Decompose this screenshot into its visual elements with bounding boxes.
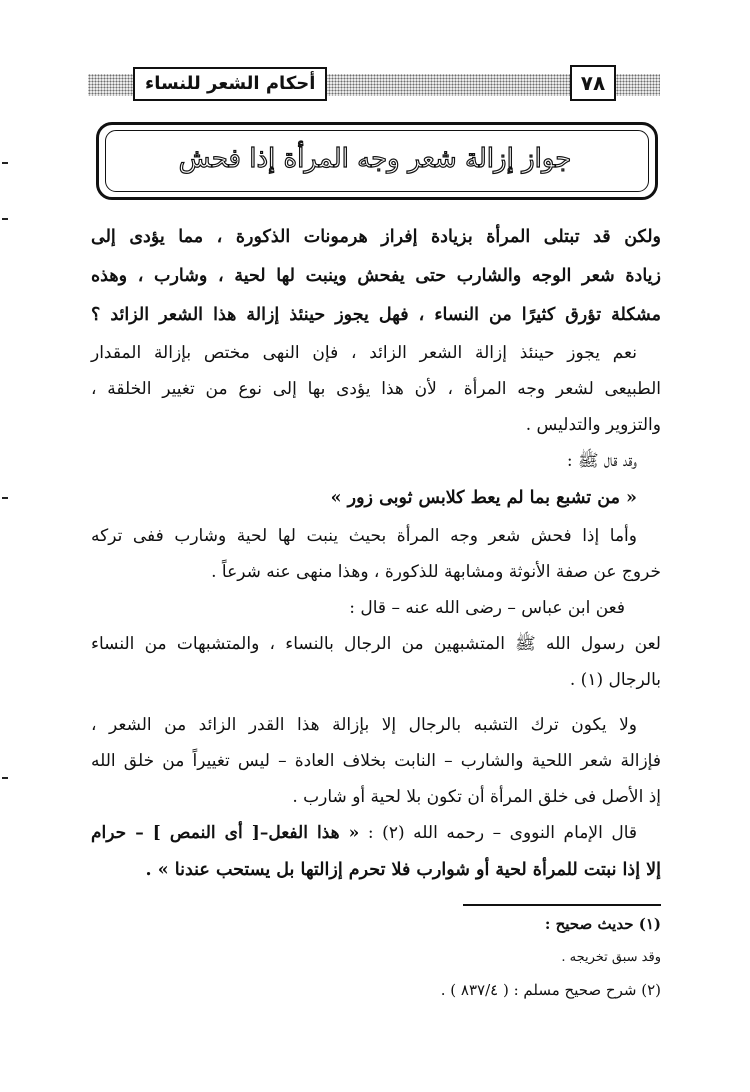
paragraph-line: خروج عن صفة الأنوثة ومشابهة للذكورة ، وهذا منهى عنه شرعاً . [211, 562, 661, 582]
nawawi-quote-start: « هذا الفعل–[ أى النمص ] – حرام [91, 823, 360, 843]
margin-mark [2, 777, 8, 779]
paragraph-line: لعن رسول الله ﷺ المتشبهين من الرجال بالنساء ، والمتشبهات من النساء [91, 634, 661, 654]
paragraph-line: وقد قال ﷺ : [566, 451, 637, 471]
margin-mark [2, 497, 8, 499]
footnotes [91, 908, 661, 1007]
paragraph-line [91, 815, 661, 851]
paragraph-line: فإزالة شعر اللحية والشارب – النابت بخلاف العادة – ليس تغييراً من خلق الله [91, 751, 661, 771]
footnote-1-title: (١) حديث صحيح : [544, 915, 661, 933]
paragraph-line: نعم يجوز حينئذ إزالة الشعر الزائد ، فإن النهى مختص بإزالة المقدار [91, 343, 637, 363]
paragraph-line: والتزوير والتدليس . [525, 415, 661, 435]
paragraph-line: إذ الأصل فى خلق المرأة أن تكون بلا لحية أو شارب . [292, 787, 661, 807]
paragraph-line: ولا يكون ترك التشبه بالرجال إلا بإزالة هذا القدر الزائد من الشعر ، [91, 715, 637, 735]
body-text [91, 218, 661, 890]
paragraph-spacer [91, 698, 661, 707]
paragraph-line: ولكن قد تبتلى المرأة بزيادة إفراز هرمونات الذكورة ، مما يؤدى إلى [91, 227, 661, 247]
footnote-separator [463, 904, 661, 906]
paragraph-line: بالرجال (١) . [569, 670, 661, 690]
hadith-quote: « من تشبع بما لم يعط كلابس ثوبى زور » [330, 488, 637, 508]
paragraph-line: وأما إذا فحش شعر وجه المرأة بحيث ينبت لها لحية وشارب ففى تركه [91, 526, 637, 546]
footnote-2: (٢) شرح صحيح مسلم : ( ٨٣٧/٤ ) . [440, 981, 661, 999]
footnote-1-text: وقد سبق تخريجه . [561, 950, 661, 965]
paragraph-line: فعن ابن عباس – رضى الله عنه – قال : [349, 598, 625, 618]
section-title: جواز إزالة شعر وجه المرأة إذا فحش [178, 144, 572, 174]
running-title: أحكام الشعر للنساء [133, 67, 327, 101]
paragraph-line: الطبيعى لشعر وجه المرأة ، لأن هذا يؤدى بها إلى نوع من تغيير الخلقة ، [91, 379, 661, 399]
paragraph-line: مشكلة تؤرق كثيرًا من النساء ، فهل يجوز حينئذ إزالة هذا الشعر الزائد ؟ [91, 305, 661, 325]
page-number: ٧٨ [570, 65, 616, 101]
margin-mark [2, 218, 8, 220]
paragraph-line: زيادة شعر الوجه والشارب حتى يفحش وينبت لها لحية ، وشارب ، وهذه [91, 266, 661, 286]
paragraph-line: إلا إذا نبتت للمرأة لحية أو شوارب فلا تحرم إزالتها بل يستحب عندنا » . [145, 860, 661, 880]
nawawi-intro: قال الإمام النووى – رحمه الله (٢) : [367, 823, 638, 843]
